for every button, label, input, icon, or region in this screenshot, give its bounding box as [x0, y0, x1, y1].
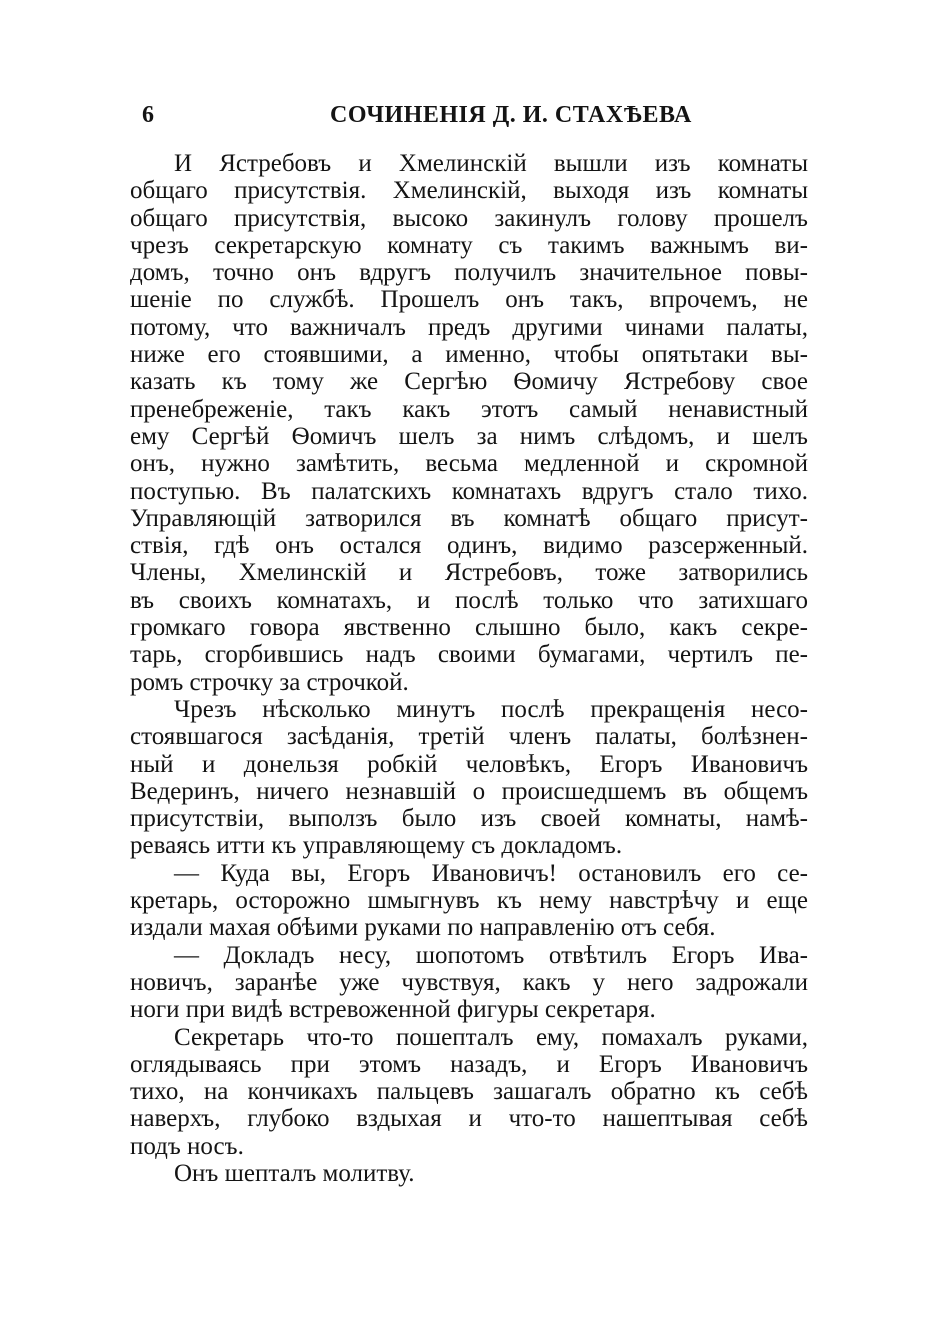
text-line: ниже его стоявшими, а именно, чтобы опятьтаки вы- [130, 341, 808, 369]
text-line: громкаго говора явственно слышно было, какъ секре- [130, 614, 808, 642]
running-title: СОЧИНЕНІЯ Д. И. СТАХѢЕВА [330, 102, 692, 128]
text-line: И Ястребовъ и Хмелинскій вышли изъ комнаты [174, 150, 808, 177]
text-line: Управляющій затворился въ комнатѣ общаго присут- [130, 504, 808, 532]
text-line: тарь, сгорбившись надъ своими бумагами, чертилъ пе- [130, 641, 808, 669]
body-text [130, 150, 808, 1187]
text-line: ромъ строчку за строчкой. [130, 668, 409, 696]
text-line: стоявшагося засѣданія, третій членъ палаты, болѣзнен- [130, 723, 808, 751]
text-line: подъ носъ. [130, 1132, 244, 1160]
text-line: реваясь итти къ управляющему съ докладомъ. [130, 832, 623, 860]
text-line: Члены, Хмелинскій и Ястребовъ, тоже затворились [130, 559, 808, 587]
text-line: наверхъ, глубоко вздыхая и что-то нашептывая себѣ [130, 1105, 808, 1133]
text-line: — Докладъ несу, шопотомъ отвѣтилъ Егоръ Ива- [174, 941, 808, 969]
text-line: ему Сергѣй Ѳомичъ шелъ за нимъ слѣдомъ, и шелъ [130, 422, 808, 450]
text-line: Ведеринъ, ничего незнавшій о происшедшемъ въ общемъ [130, 777, 808, 805]
text-line: оглядываясь при этомъ назадъ, и Егоръ Ивановичъ [130, 1050, 808, 1078]
text-line: Чрезъ нѣсколько минутъ послѣ прекращенія несо- [174, 695, 808, 723]
text-line: ствія, гдѣ онъ остался одинъ, видимо разсерженный. [130, 532, 808, 560]
page-header [140, 98, 810, 132]
text-line: общаго присутствія. Хмелинскій, выходя изъ комнаты [130, 177, 808, 205]
text-line: потому, что важничалъ предъ другими чинами палаты, [130, 313, 808, 341]
text-line: шеніе по службѣ. Прошелъ онъ такъ, впрочемъ, не [130, 286, 808, 314]
text-line: въ своихъ комнатахъ, и послѣ только что затихшаго [130, 586, 808, 614]
text-line: кретарь, осторожно шмыгнувъ къ нему навстрѣчу и еще [130, 887, 808, 915]
page-number: 6 [142, 102, 154, 128]
text-line: новичъ, заранѣе уже чувствуя, какъ у него задрожали [130, 968, 808, 996]
text-line: ноги при видѣ встревоженной фигуры секретаря. [130, 996, 656, 1024]
text-line: общаго присутствія, высоко закинулъ голову прошелъ [130, 204, 808, 232]
text-line: Онъ шепталъ молитву. [174, 1159, 415, 1187]
text-line: — Куда вы, Егоръ Ивановичъ! остановилъ его се- [174, 859, 808, 887]
text-line: домъ, точно онъ вдругъ получилъ значительное повы- [130, 259, 808, 287]
text-line: поступью. Въ палатскихъ комнатахъ вдругъ стало тихо. [130, 477, 808, 505]
text-line: казать къ тому же Сергѣю Ѳомичу Ястребову свое [130, 368, 808, 396]
text-line: тихо, на кончикахъ пальцевъ зашагалъ обратно къ себѣ [130, 1078, 808, 1106]
text-line: пренебреженіе, такъ какъ этотъ самый ненавистный [130, 395, 808, 423]
text-line: ный и донельзя робкій человѣкъ, Егоръ Ивановичъ [130, 750, 808, 778]
text-line: онъ, нужно замѣтить, весьма медленной и скромной [130, 450, 808, 478]
text-line: Секретарь что-то пошепталъ ему, помахалъ руками, [174, 1023, 808, 1051]
text-line: чрезъ секретарскую комнату съ такимъ важнымъ ви- [130, 231, 808, 259]
text-line: издали махая обѣими руками по направленію отъ себя. [130, 914, 716, 942]
text-line: присутствіи, выползъ было изъ своей комнаты, намѣ- [130, 805, 808, 833]
